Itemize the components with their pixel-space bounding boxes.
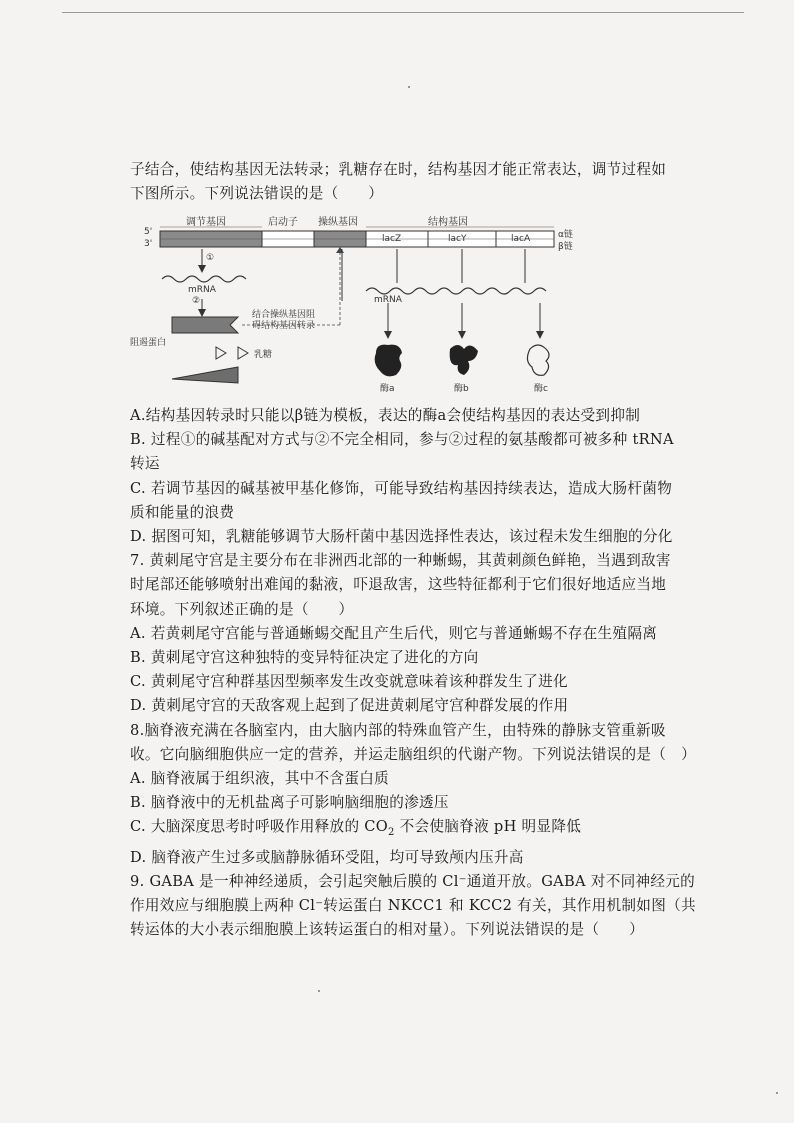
label-binding-note: 碍结构基因转录 bbox=[252, 321, 316, 331]
mrna-right-wave bbox=[366, 288, 546, 294]
label-lacA: lacA bbox=[511, 234, 531, 244]
step2-arrowhead bbox=[198, 309, 206, 317]
label-lacZ: lacZ bbox=[382, 234, 402, 244]
q7-option-a: A. 若黄刺尾守宫能与普通蜥蜴交配且产生后代，则它与普通蜥蜴不存在生殖隔离 bbox=[130, 624, 658, 642]
enzyme-c-shape bbox=[527, 345, 549, 375]
enzyme-a-shape bbox=[375, 345, 402, 377]
q6-option-b-cont: 转运 bbox=[130, 455, 160, 473]
q7-option-d: D. 黄刺尾守宫的天敌客观上起到了促进黄刺尾守宫种群发展的作用 bbox=[130, 697, 569, 715]
label-mrna-right: mRNA bbox=[374, 295, 402, 305]
q8-option-d: D. 脑脊液产生过多或脑静脉循环受阻，均可导致颅内压升高 bbox=[130, 848, 524, 866]
repressor-protein bbox=[172, 317, 238, 333]
label-step1: ① bbox=[206, 253, 215, 263]
q8-option-c-pre: C. 大脑深度思考时呼吸作用释放的 CO bbox=[130, 818, 389, 836]
lactose-triangle bbox=[238, 347, 248, 359]
binding-arrowhead bbox=[336, 247, 344, 253]
q9-stem: 9. GABA 是一种神经递质，会引起突触后膜的 Cl⁻通道开放。GABA 对不同神经元的 bbox=[130, 872, 696, 890]
scan-speck bbox=[776, 1092, 778, 1094]
q6-option-a: A.结构基因转录时只能以β链为模板，表达的酶a会使结构基因的表达受到抑制 bbox=[130, 407, 641, 424]
q8-stem: 8.脑脊液充满在各脑室内，由大脑内部的特殊血管产生，由特殊的静脉支管重新吸 bbox=[130, 721, 666, 739]
q6-option-c: C. 若调节基因的碱基被甲基化修饰，可能导致结构基因持续表达，造成大肠杆菌物 bbox=[130, 479, 673, 497]
label-step2: ② bbox=[192, 296, 201, 306]
label-alpha-strand: α链 bbox=[558, 230, 573, 240]
enzyme-c-arrowhead bbox=[536, 331, 544, 339]
label-structural-gene: 结构基因 bbox=[428, 217, 468, 228]
label-three-prime: 3' bbox=[144, 239, 153, 249]
scan-speck bbox=[318, 990, 320, 992]
q8-option-c bbox=[130, 815, 730, 845]
enzyme-b-shape bbox=[450, 345, 478, 375]
q8-option-c-sub: 2 bbox=[388, 827, 395, 839]
scan-edge-line bbox=[62, 12, 744, 13]
label-lactose: 乳糖 bbox=[254, 350, 273, 360]
label-operator: 操纵基因 bbox=[318, 217, 358, 228]
q7-stem: 环境。下列叙述正确的是（ ） bbox=[130, 600, 354, 618]
scan-speck bbox=[408, 86, 410, 88]
lac-operon-figure bbox=[130, 207, 590, 397]
q7-option-c: C. 黄刺尾守宫种群基因型频率发生改变就意味着该种群发生了进化 bbox=[130, 673, 568, 691]
lactose-triangle bbox=[216, 347, 226, 359]
step1-arrowhead bbox=[198, 265, 206, 273]
inactive-repressor bbox=[172, 367, 238, 383]
questions-body bbox=[130, 404, 730, 942]
q7-option-b: B. 黄刺尾守宫这种独特的变异特征决定了进化的方向 bbox=[130, 649, 479, 667]
enzyme-b-arrowhead bbox=[458, 331, 466, 339]
q7-stem: 7. 黄刺尾守宫是主要分布在非洲西北部的一种蜥蜴，其黄刺颜色鲜艳，当遇到敌害 bbox=[130, 552, 671, 570]
q9-stem: 转运体的大小表示细胞膜上该转运蛋白的相对量）。下列说法错误的是（ ） bbox=[130, 921, 644, 939]
label-five-prime: 5' bbox=[144, 227, 153, 237]
enzyme-a-arrowhead bbox=[384, 331, 392, 339]
q8-stem: 收。它向脑细胞供应一定的营养，并运走脑组织的代谢产物。下列说法错误的是（ ） bbox=[130, 745, 696, 763]
label-regulatory-gene: 调节基因 bbox=[186, 217, 226, 228]
label-enzyme-a: 酶a bbox=[380, 384, 395, 394]
question6-intro-line: 下图所示。下列说法错误的是（ ） bbox=[130, 185, 384, 203]
label-enzyme-b: 酶b bbox=[454, 384, 469, 394]
mrna-left-wave bbox=[162, 276, 246, 282]
q7-stem: 时尾部还能够喷射出难闻的黏液，吓退敌害，这些特征都利于它们很好地适应当地 bbox=[130, 576, 667, 594]
q8-option-a: A. 脑脊液属于组织液，其中不含蛋白质 bbox=[130, 770, 390, 788]
q8-option-c-post: 不会使脑脊液 pH 明显降低 bbox=[394, 818, 582, 836]
question6-intro bbox=[130, 158, 730, 206]
label-beta-strand: β链 bbox=[558, 242, 573, 252]
question6-intro-line: 子结合，使结构基因无法转录；乳糖存在时，结构基因才能正常表达，调节过程如 bbox=[130, 161, 667, 178]
q6-option-b: B. 过程①的碱基配对方式与②不完全相同，参与②过程的氨基酸都可被多种 tRNA bbox=[130, 431, 674, 449]
label-mrna-left: mRNA bbox=[188, 285, 216, 295]
q9-stem: 作用效应与细胞膜上两种 Cl⁻转运蛋白 NKCC1 和 KCC2 有关，其作用机制如图（共 bbox=[130, 896, 696, 914]
label-enzyme-c: 酶c bbox=[534, 384, 548, 394]
label-binding-note: 结合操纵基因阻 bbox=[252, 310, 316, 320]
q6-option-c-cont: 质和能量的浪费 bbox=[130, 503, 235, 521]
label-promoter: 启动子 bbox=[268, 217, 298, 228]
q8-option-b: B. 脑脊液中的无机盐离子可影响脑细胞的渗透压 bbox=[130, 794, 449, 812]
q6-option-d: D. 据图可知，乳糖能够调节大肠杆菌中基因选择性表达，该过程未发生细胞的分化 bbox=[130, 528, 673, 546]
label-repressor: 阻遏蛋白 bbox=[130, 338, 167, 348]
label-lacY: lacY bbox=[448, 234, 467, 244]
